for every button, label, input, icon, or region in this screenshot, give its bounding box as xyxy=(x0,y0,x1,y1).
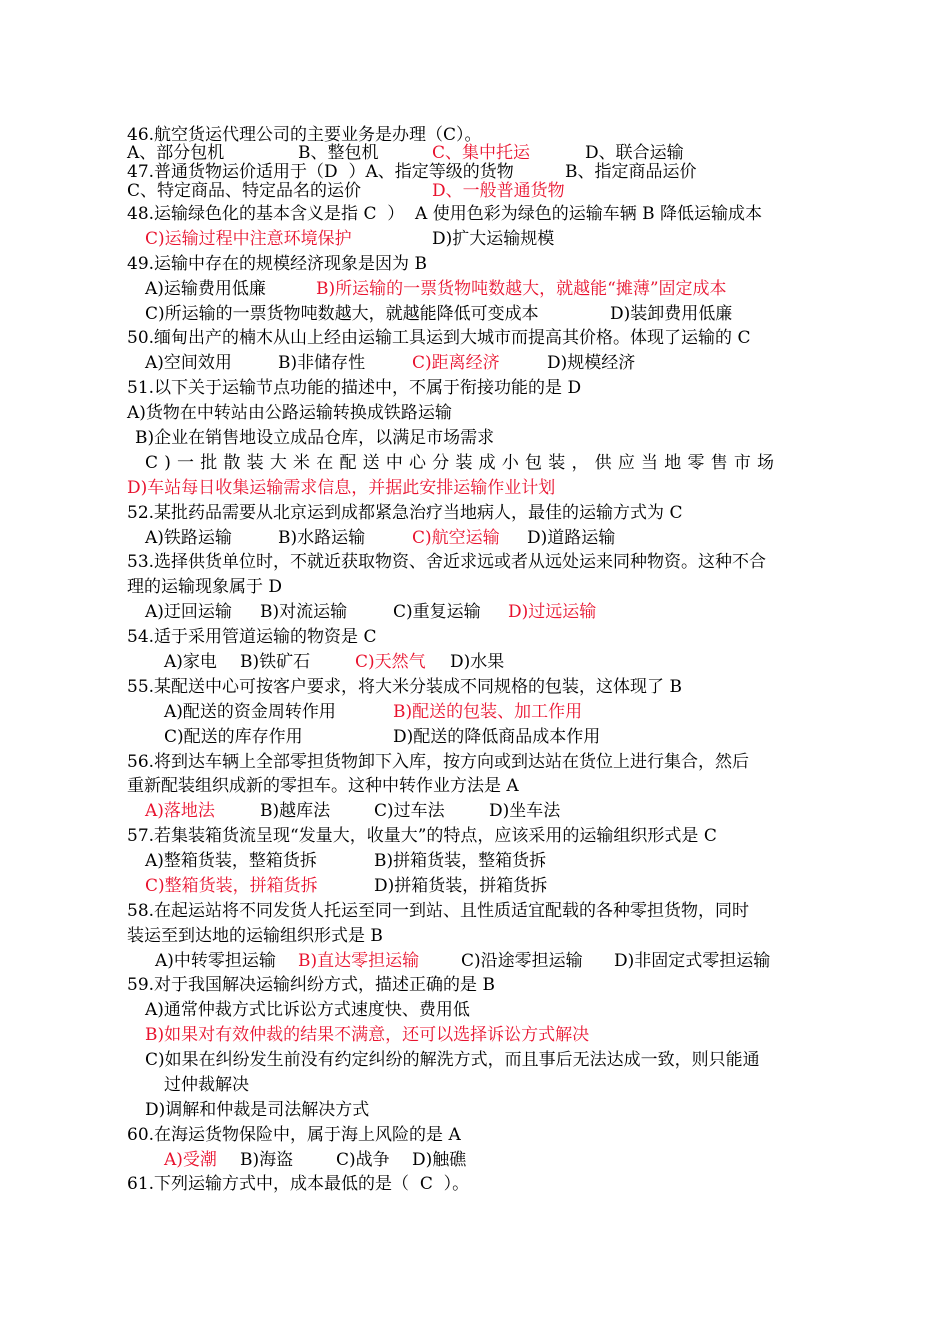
q56-option-d: D)坐车法 xyxy=(489,801,561,821)
q55-option-a: A)配送的资金周转作用 xyxy=(164,702,336,722)
q52-option-d: D)道路运输 xyxy=(527,528,616,548)
q58-stem-line2: 装运至到达地的运输组织形式是 B xyxy=(127,926,383,946)
q55-option-d: D)配送的降低商品成本作用 xyxy=(393,727,601,747)
q56-stem-line2: 重新配装组织成新的零担车。这种中转作业方法是 A xyxy=(127,776,519,796)
q49-option-a: A)运输费用低廉 xyxy=(145,279,266,299)
q54-option-a: A)家电 xyxy=(164,652,217,672)
q60-option-d: D)触礁 xyxy=(412,1150,467,1170)
q46-option-a: A、部分包机 xyxy=(127,143,225,163)
q57-option-b: B)拼箱货装，整箱货拆 xyxy=(374,851,547,871)
q52-option-c-answer: C)航空运输 xyxy=(412,528,500,548)
q47-stem: 47.普通货物运价适用于（D ）A、指定等级的货物 xyxy=(127,162,514,182)
q59-option-c-line2: 过仲裁解决 xyxy=(164,1075,249,1095)
q49-stem: 49.运输中存在的规模经济现象是因为 B xyxy=(127,254,427,274)
q57-option-c-answer: C)整箱货装，拼箱货拆 xyxy=(145,876,318,896)
q49-option-b-answer: B)所运输的一票货物吨数越大，就越能“摊薄”固定成本 xyxy=(316,279,727,299)
q51-stem: 51.以下关于运输节点功能的描述中，不属于衔接功能的是 D xyxy=(127,378,582,398)
q59-option-a: A)通常仲裁方式比诉讼方式速度快、费用低 xyxy=(145,1000,470,1020)
q55-option-c: C)配送的库存作用 xyxy=(164,727,303,747)
q54-option-b: B)铁矿石 xyxy=(240,652,311,672)
q46-option-d: D、联合运输 xyxy=(585,143,684,163)
q50-option-b: B)非储存性 xyxy=(278,353,366,373)
q53-option-b: B)对流运输 xyxy=(260,602,348,622)
q50-stem: 50.缅甸出产的楠木从山上经由运输工具运到大城市而提高其价格。体现了运输的 C xyxy=(127,328,751,348)
q50-option-a: A)空间效用 xyxy=(145,353,232,373)
q51-option-c-text: C)一批散装大米在配送中心分装成小包装，供应当地零售市场 xyxy=(145,453,781,473)
q47-option-d-answer: D、一般普通货物 xyxy=(432,181,565,201)
q54-option-d: D)水果 xyxy=(450,652,505,672)
q49-option-d: D)装卸费用低廉 xyxy=(610,304,733,324)
q53-stem-line1: 53.选择供货单位时，不就近获取物资、舍近求远或者从远处运来同种物资。这种不合 xyxy=(127,552,767,572)
q49-option-c: C)所运输的一票货物吨数越大，就越能降低可变成本 xyxy=(145,304,539,324)
q51-option-c xyxy=(145,452,827,474)
q51-option-b: B)企业在销售地设立成品仓库，以满足市场需求 xyxy=(135,428,495,448)
q58-option-b-answer: B)直达零担运输 xyxy=(298,951,420,971)
q46-option-b: B、整包机 xyxy=(298,143,379,163)
q52-option-a: A)铁路运输 xyxy=(145,528,232,548)
q48-option-c-answer: C)运输过程中注意环境保护 xyxy=(145,229,352,249)
q47-option-c: C、特定商品、特定品名的运价 xyxy=(127,181,362,201)
q53-stem-line2: 理的运输现象属于 D xyxy=(127,577,283,597)
q46-stem: 46.航空货运代理公司的主要业务是办理（C）。 xyxy=(127,125,482,145)
q60-stem: 60.在海运货物保险中，属于海上风险的是 A xyxy=(127,1125,461,1145)
q55-option-b-answer: B)配送的包装、加工作用 xyxy=(393,702,583,722)
q48-stem: 48.运输绿色化的基本含义是指 C ） A 使用色彩为绿色的运输车辆 B 降低运输成本 xyxy=(127,204,763,224)
q51-option-a: A)货物在中转站由公路运输转换成铁路运输 xyxy=(127,403,452,423)
q61-stem: 61.下列运输方式中，成本最低的是（ C ）。 xyxy=(127,1174,470,1194)
q54-option-c-answer: C)天然气 xyxy=(355,652,426,672)
q57-option-a: A)整箱货装，整箱货拆 xyxy=(145,851,317,871)
q58-option-c: C)沿途零担运输 xyxy=(461,951,583,971)
q58-option-a: A)中转零担运输 xyxy=(155,951,276,971)
q53-option-d-answer: D)过远运输 xyxy=(508,602,597,622)
q46-option-c-answer: C、集中托运 xyxy=(432,143,531,163)
q59-option-b-answer: B)如果对有效仲裁的结果不满意，还可以选择诉讼方式解决 xyxy=(145,1025,590,1045)
q47-option-b: B、指定商品运价 xyxy=(565,162,697,182)
q58-stem-line1: 58.在起运站将不同发货人托运至同一到站、且性质适宜配载的各种零担货物，同时 xyxy=(127,901,750,921)
q48-option-d: D)扩大运输规模 xyxy=(432,229,555,249)
q57-option-d: D)拼箱货装，拼箱货拆 xyxy=(374,876,548,896)
q60-option-a-answer: A)受潮 xyxy=(164,1150,217,1170)
q52-stem: 52.某批药品需要从北京运到成都紧急治疗当地病人，最佳的运输方式为 C xyxy=(127,503,683,523)
q52-option-b: B)水路运输 xyxy=(278,528,366,548)
q58-option-d: D)非固定式零担运输 xyxy=(614,951,771,971)
q51-option-d-answer: D)车站每日收集运输需求信息，并据此安排运输作业计划 xyxy=(127,478,556,498)
q50-option-c-answer: C)距离经济 xyxy=(412,353,500,373)
q53-option-c: C)重复运输 xyxy=(393,602,481,622)
q53-option-a: A)迂回运输 xyxy=(145,602,232,622)
q60-option-b: B)海盗 xyxy=(240,1150,294,1170)
q50-option-d: D)规模经济 xyxy=(547,353,636,373)
q56-option-b: B)越库法 xyxy=(260,801,331,821)
q54-stem: 54.适于采用管道运输的物资是 C xyxy=(127,627,377,647)
q56-stem-line1: 56.将到达车辆上全部零担货物卸下入库，按方向或到达站在货位上进行集合，然后 xyxy=(127,752,750,772)
q57-stem: 57.若集装箱货流呈现“发量大，收量大”的特点，应该采用的运输组织形式是 C xyxy=(127,826,717,846)
q55-stem: 55.某配送中心可按客户要求，将大米分装成不同规格的包装，这体现了 B xyxy=(127,677,682,697)
q59-option-d: D)调解和仲裁是司法解决方式 xyxy=(145,1100,370,1120)
q60-option-c: C)战争 xyxy=(336,1150,390,1170)
q59-stem: 59.对于我国解决运输纠纷方式，描述正确的是 B xyxy=(127,975,495,995)
q59-option-c-line1: C)如果在纠纷发生前没有约定纠纷的解洗方式，而且事后无法达成一致，则只能通 xyxy=(145,1050,760,1070)
q56-option-c: C)过车法 xyxy=(374,801,445,821)
q56-option-a-answer: A)落地法 xyxy=(145,801,215,821)
